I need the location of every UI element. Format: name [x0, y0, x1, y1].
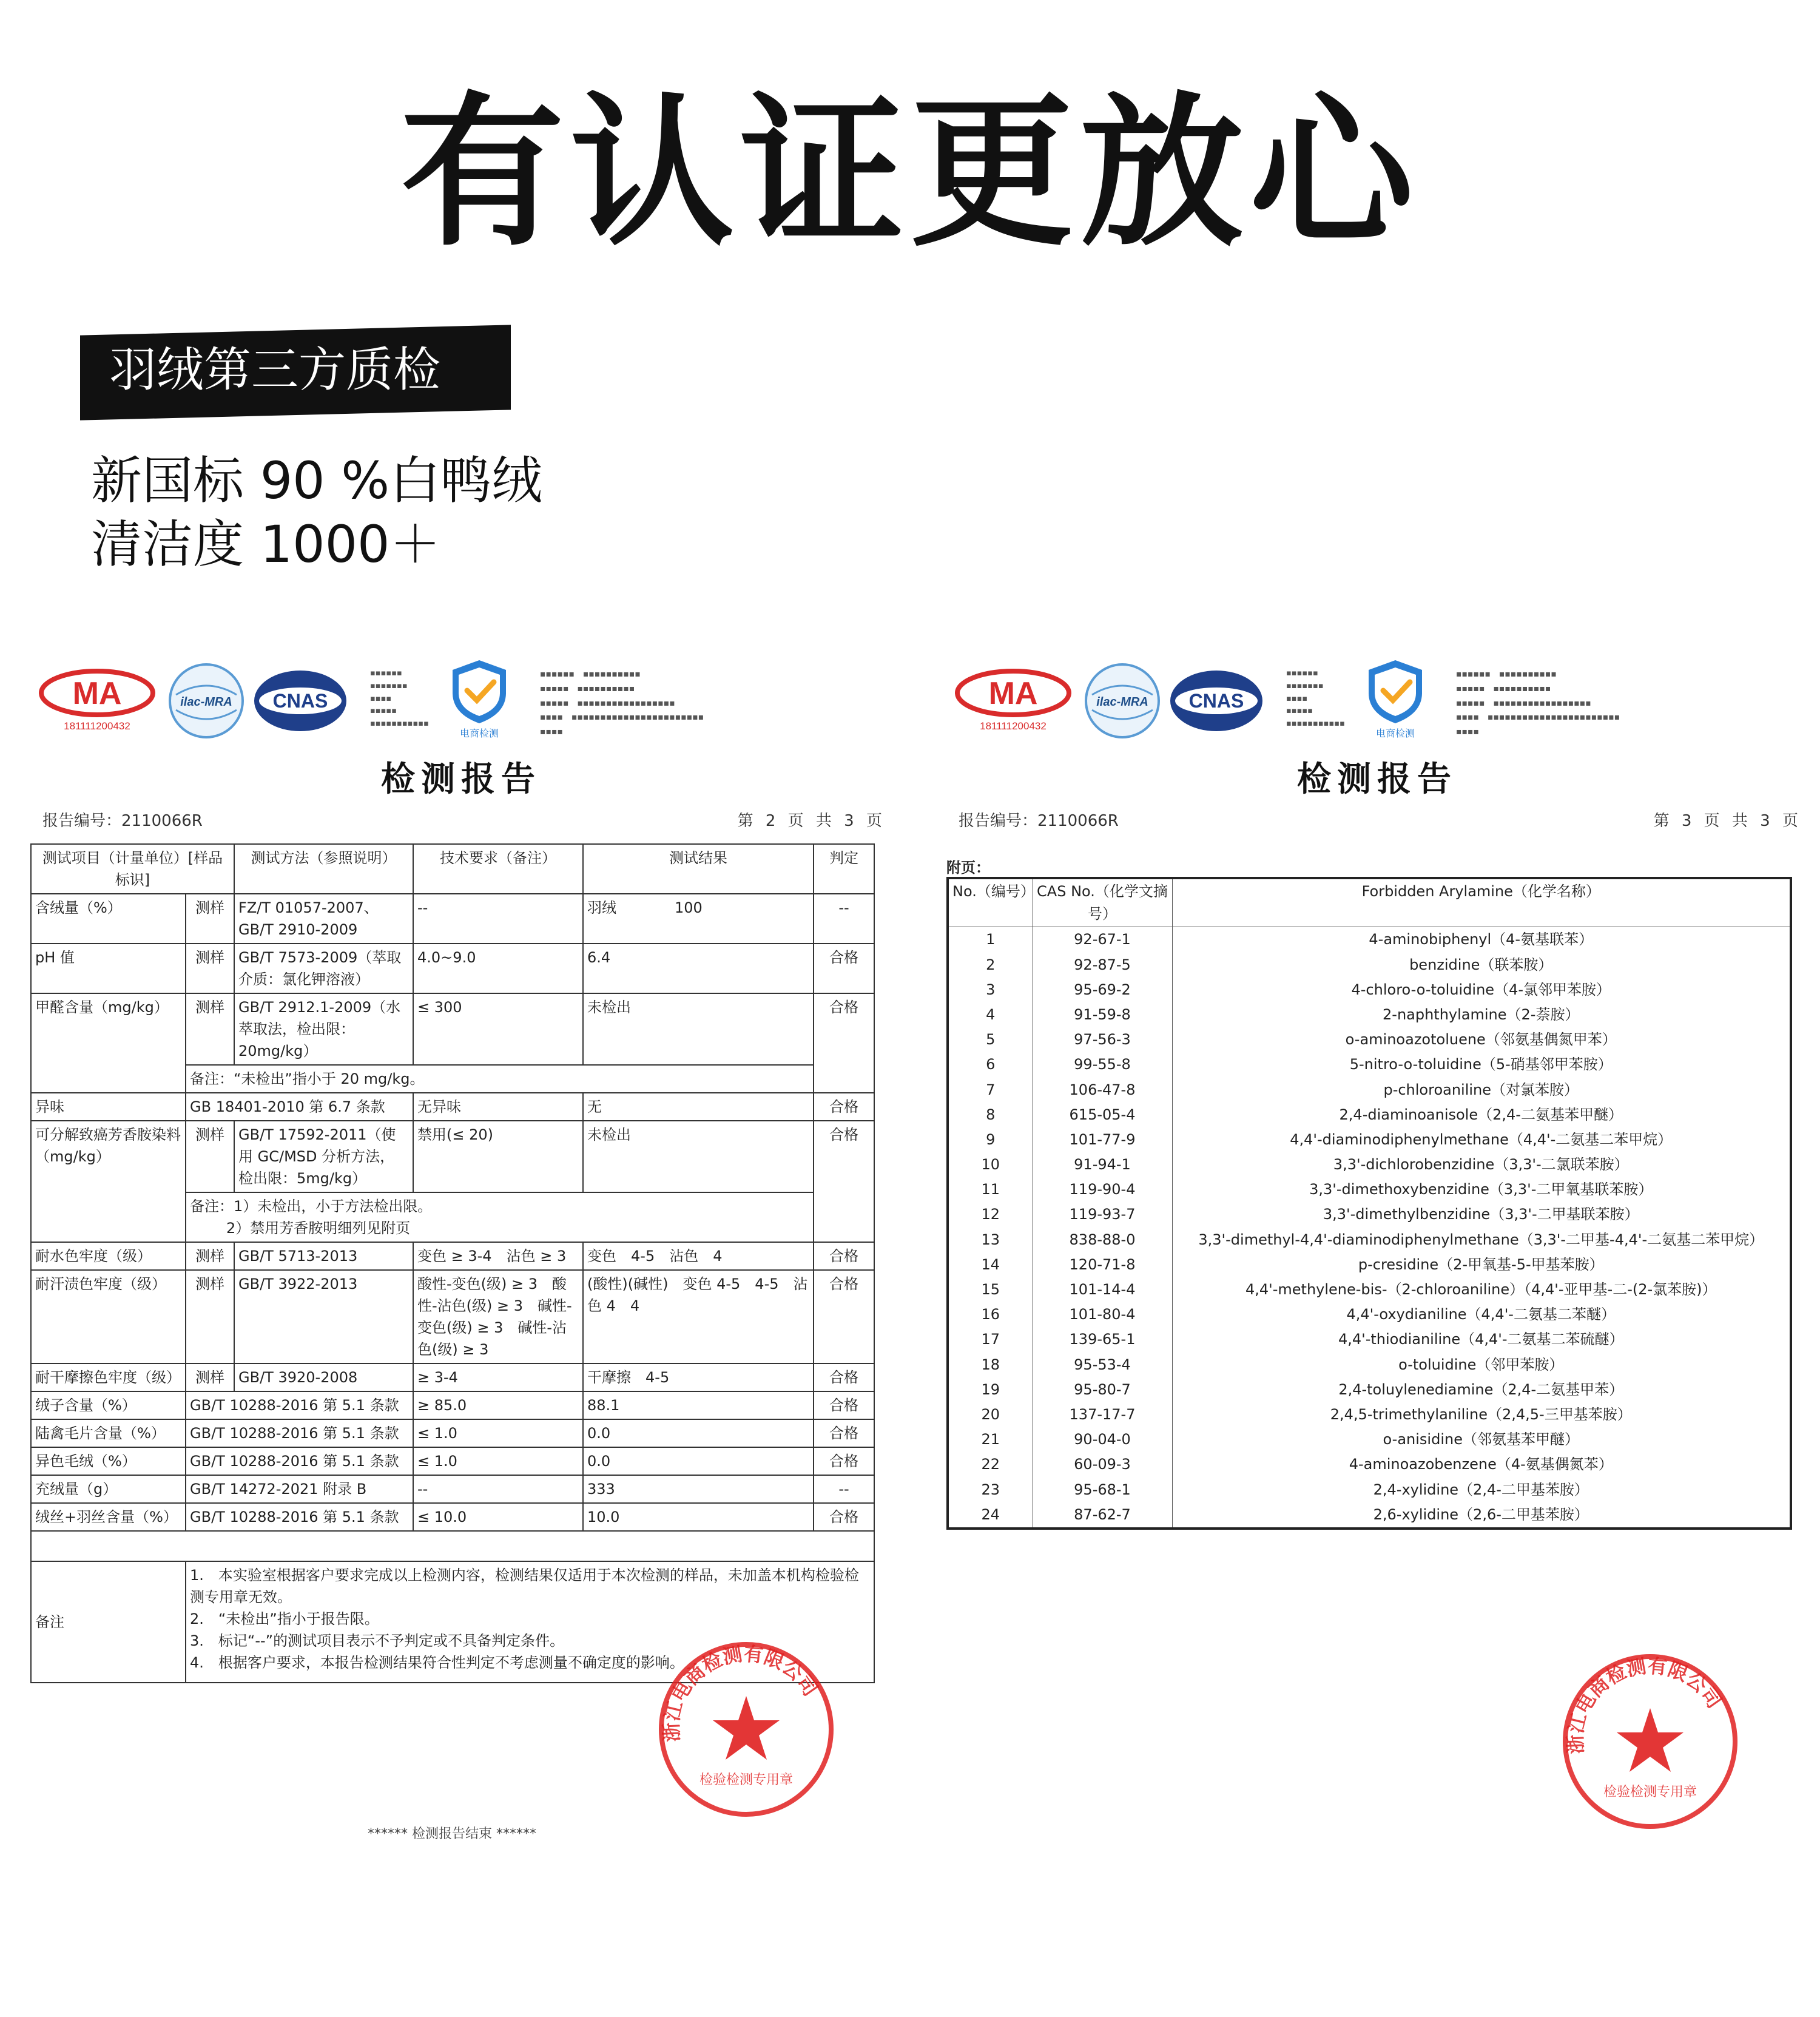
- row-item: 可分解致癌芳香胺染料（mg/kg）: [31, 1121, 186, 1242]
- table-row: [948, 1228, 1791, 1252]
- remark-item: 3. 标记“--”的测试项目表示不予判定或不具备判定条件。: [190, 1632, 565, 1649]
- row-item: 陆禽毛片含量（%）: [31, 1419, 186, 1447]
- row-cas: 91-59-8: [1033, 1002, 1172, 1027]
- cnas-text: CNAS: [272, 690, 328, 712]
- row-no: 20: [948, 1402, 1033, 1427]
- row-chemical-name: 2-naphthylamine（2-萘胺）: [1172, 1002, 1791, 1027]
- row-result: 变色 4-5 沾色 4: [583, 1242, 814, 1270]
- table-row: [948, 1327, 1791, 1352]
- forbidden-arylamine-table: [946, 877, 1792, 1530]
- header-judgement: 判定: [814, 844, 874, 894]
- row-chemical-name: 4,4'-oxydianiline（4,4'-二氨基二苯醚）: [1172, 1302, 1791, 1327]
- row-item: 充绒量（g）: [31, 1475, 186, 1503]
- row-cas: 95-69-2: [1033, 978, 1172, 1002]
- row-cas: 120-71-8: [1033, 1252, 1172, 1277]
- row-method: GB/T 10288-2016 第 5.1 条款: [186, 1419, 413, 1447]
- row-requirement: 禁用(≤ 20): [413, 1121, 583, 1192]
- row-no: 21: [948, 1427, 1033, 1452]
- row-chemical-name: 5-nitro-o-toluidine（5-硝基邻甲苯胺）: [1172, 1052, 1791, 1077]
- row-method: GB/T 3922-2013: [234, 1270, 413, 1363]
- stamp-inner-text: 检验检测专用章: [699, 1772, 794, 1788]
- row-sample: 测样: [186, 1270, 234, 1363]
- row-result: 88.1: [583, 1391, 814, 1419]
- cnas-text: CNAS: [1188, 690, 1244, 712]
- row-cas: 119-93-7: [1033, 1202, 1172, 1227]
- table-row: [948, 1027, 1791, 1052]
- lab-contact-fine-print: ▪▪▪▪▪▪ ▪▪▪▪▪▪▪▪▪▪ ▪▪▪▪▪ ▪▪▪▪▪▪▪▪▪▪ ▪▪▪▪▪ ▪▪▪▪▪▪▪▪▪▪▪▪▪▪▪▪▪ ▪▪▪▪ ▪▪▪▪▪▪▪▪▪▪▪▪▪▪▪▪▪▪▪▪▪▪▪ ▪▪▪▪: [1456, 669, 1620, 737]
- row-requirement: 变色 ≥ 3-4 沾色 ≥ 3: [413, 1242, 583, 1270]
- arylamine-note: [186, 1192, 814, 1242]
- row-result: 10.0: [583, 1503, 814, 1531]
- table-row: [948, 1177, 1791, 1202]
- row-method: GB/T 7573-2009（萃取介质：氯化钾溶液）: [234, 944, 413, 993]
- table-row: [948, 1377, 1791, 1402]
- test-results-table: [30, 843, 875, 1683]
- row-method: GB/T 3920-2008: [234, 1363, 413, 1391]
- row-cas: 97-56-3: [1033, 1027, 1172, 1052]
- row-method: FZ/T 01057-2007、GB/T 2910-2009: [234, 894, 413, 944]
- certification-logos: [946, 655, 1808, 746]
- row-no: 19: [948, 1377, 1033, 1402]
- accreditation-fine-print: ▪▪▪▪▪▪ ▪▪▪▪▪▪▪ ▪▪▪▪ ▪▪▪▪▪ ▪▪▪▪▪▪▪▪▪▪▪: [370, 669, 429, 729]
- table-row: [948, 1078, 1791, 1103]
- table-row: [31, 1475, 874, 1503]
- row-chemical-name: 4,4'-diaminodiphenylmethane（4,4'-二氨基二苯甲烷）: [1172, 1127, 1791, 1152]
- table-row: [31, 1503, 874, 1531]
- cnas-logo-icon: [1168, 667, 1265, 734]
- table-spacer-row: [31, 1531, 874, 1561]
- row-no: 17: [948, 1327, 1033, 1352]
- row-method: GB/T 10288-2016 第 5.1 条款: [186, 1503, 413, 1531]
- row-cas: 87-62-7: [1033, 1502, 1172, 1529]
- row-result: 干摩擦 4-5: [583, 1363, 814, 1391]
- header-cas: CAS No.（化学文摘号）: [1033, 878, 1172, 927]
- table-row: [948, 1353, 1791, 1377]
- ilac-text: ilac-MRA: [1096, 695, 1148, 709]
- row-method: GB/T 5713-2013: [234, 1242, 413, 1270]
- table-row: [31, 1391, 874, 1419]
- accreditation-fine-print: ▪▪▪▪▪▪ ▪▪▪▪▪▪▪ ▪▪▪▪ ▪▪▪▪▪ ▪▪▪▪▪▪▪▪▪▪▪: [1286, 669, 1345, 729]
- row-judgement: 合格: [814, 1093, 874, 1121]
- row-method: GB/T 10288-2016 第 5.1 条款: [186, 1447, 413, 1475]
- row-method: GB 18401-2010 第 6.7 条款: [186, 1093, 413, 1121]
- table-row: [948, 1052, 1791, 1077]
- row-chemical-name: 2,6-xylidine（2,6-二甲基苯胺）: [1172, 1502, 1791, 1529]
- row-sample: 测样: [186, 894, 234, 944]
- arylamine-note-2: 2）禁用芳香胺明细列见附页: [226, 1220, 411, 1237]
- row-chemical-name: o-anisidine（邻氨基苯甲醚）: [1172, 1427, 1791, 1452]
- table-row: [31, 1270, 874, 1363]
- row-judgement: 合格: [814, 1270, 874, 1363]
- row-chemical-name: p-chloroaniline（对氯苯胺）: [1172, 1078, 1791, 1103]
- table-row: [948, 1152, 1791, 1177]
- table-row: [948, 1202, 1791, 1227]
- row-result: 0.0: [583, 1447, 814, 1475]
- header-name: Forbidden Arylamine（化学名称）: [1172, 878, 1791, 927]
- banner-label: 羽绒第三方质检: [109, 343, 441, 397]
- row-chemical-name: 4,4'-thiodianiline（4,4'-二氨基二苯硫醚）: [1172, 1327, 1791, 1352]
- table-row: [31, 944, 874, 993]
- row-result: (酸性)(碱性) 变色 4-5 4-5 沾色 4 4: [583, 1270, 814, 1363]
- row-requirement: ≤ 1.0: [413, 1447, 583, 1475]
- row-cas: 137-17-7: [1033, 1402, 1172, 1427]
- attachment-label: 附页：: [946, 859, 990, 876]
- arylamine-list: [948, 927, 1791, 1529]
- row-chemical-name: o-toluidine（邻甲苯胺）: [1172, 1353, 1791, 1377]
- table-row: [31, 1121, 874, 1192]
- table-header-row: [31, 844, 874, 894]
- row-cas: 95-68-1: [1033, 1478, 1172, 1502]
- report-number: 报告编号：2110066R: [42, 812, 203, 830]
- row-requirement: ≥ 3-4: [413, 1363, 583, 1391]
- row-item: 耐干摩擦色牢度（级）: [31, 1363, 186, 1391]
- row-cas: 139-65-1: [1033, 1327, 1172, 1352]
- headline: 有认证更放心: [400, 77, 1420, 268]
- row-judgement: 合格: [814, 1121, 874, 1242]
- row-judgement: --: [814, 894, 874, 944]
- shield-check-icon: [1359, 655, 1432, 740]
- row-chemical-name: 3,3'-dichlorobenzidine（3,3'-二氯联苯胺）: [1172, 1152, 1791, 1177]
- report-end-note: ****** 检测报告结束 ******: [368, 1826, 536, 1842]
- row-judgement: 合格: [814, 1391, 874, 1419]
- row-item: 异色毛绒（%）: [31, 1447, 186, 1475]
- cma-logo-icon: [952, 667, 1074, 734]
- report-title: 检测报告: [1297, 759, 1457, 799]
- row-item: 耐水色牢度（级）: [31, 1242, 186, 1270]
- table-row: [31, 1093, 874, 1121]
- header-no: No.（编号）: [948, 878, 1033, 927]
- row-requirement: ≤ 1.0: [413, 1419, 583, 1447]
- table-row: [948, 1502, 1791, 1529]
- row-item: 绒丝+羽丝含量（%）: [31, 1503, 186, 1531]
- row-item: 含绒量（%）: [31, 894, 186, 944]
- row-judgement: 合格: [814, 993, 874, 1093]
- row-no: 9: [948, 1127, 1033, 1152]
- shield-caption: 电商检测: [459, 728, 499, 739]
- row-result: 未检出: [583, 993, 814, 1065]
- red-seal-stamp-icon: [655, 1638, 837, 1820]
- formaldehyde-note: 备注：“未检出”指小于 20 mg/kg。: [186, 1065, 814, 1093]
- row-item: 绒子含量（%）: [31, 1391, 186, 1419]
- table-row: [948, 1002, 1791, 1027]
- row-cas: 92-87-5: [1033, 953, 1172, 978]
- cma-number: 181111200432: [64, 720, 130, 732]
- row-result: 0.0: [583, 1419, 814, 1447]
- table-row: [948, 1103, 1791, 1127]
- row-cas: 615-05-4: [1033, 1103, 1172, 1127]
- header-method: 测试方法（参照说明）: [234, 844, 413, 894]
- table-row: [948, 1302, 1791, 1327]
- row-requirement: --: [413, 1475, 583, 1503]
- row-chemical-name: 2,4-xylidine（2,4-二甲基苯胺）: [1172, 1478, 1791, 1502]
- row-method: GB/T 10288-2016 第 5.1 条款: [186, 1391, 413, 1419]
- stamp-inner-text: 检验检测专用章: [1603, 1785, 1697, 1800]
- ilac-mra-logo-icon: [167, 661, 246, 740]
- header-requirement: 技术要求（备注）: [413, 844, 583, 894]
- table-row: [948, 1427, 1791, 1452]
- row-method: GB/T 17592-2011（使用 GC/MSD 分析方法，检出限：5mg/kg）: [234, 1121, 413, 1192]
- remark-item: 4. 根据客户要求，本报告检测结果符合性判定不考虑测量不确定度的影响。: [190, 1654, 684, 1671]
- row-cas: 99-55-8: [1033, 1052, 1172, 1077]
- row-requirement: ≤ 10.0: [413, 1503, 583, 1531]
- remark-item: 1. 本实验室根据客户要求完成以上检测内容，检测结果仅适用于本次检测的样品，未加盖本机构检验检测专用章无效。: [190, 1567, 859, 1606]
- shield-check-icon: [443, 655, 516, 740]
- row-cas: 92-67-1: [1033, 927, 1172, 953]
- row-no: 3: [948, 978, 1033, 1002]
- row-judgement: 合格: [814, 1363, 874, 1391]
- row-item: 异味: [31, 1093, 186, 1121]
- header-result: 测试结果: [583, 844, 814, 894]
- row-requirement: 4.0~9.0: [413, 944, 583, 993]
- row-chemical-name: 3,3'-dimethoxybenzidine（3,3'-二甲氧基联苯胺）: [1172, 1177, 1791, 1202]
- report-number: 报告编号：2110066R: [959, 812, 1119, 830]
- table-row: [948, 1478, 1791, 1502]
- row-cas: 95-80-7: [1033, 1377, 1172, 1402]
- row-no: 24: [948, 1502, 1033, 1529]
- standard-line: 新国标 90 %白鸭绒: [91, 451, 543, 510]
- row-cas: 119-90-4: [1033, 1177, 1172, 1202]
- table-row: [948, 953, 1791, 978]
- lab-contact-fine-print: ▪▪▪▪▪▪ ▪▪▪▪▪▪▪▪▪▪ ▪▪▪▪▪ ▪▪▪▪▪▪▪▪▪▪ ▪▪▪▪▪ ▪▪▪▪▪▪▪▪▪▪▪▪▪▪▪▪▪ ▪▪▪▪ ▪▪▪▪▪▪▪▪▪▪▪▪▪▪▪▪▪▪▪▪▪▪▪ ▪▪▪▪: [540, 669, 704, 737]
- table-row: [948, 927, 1791, 953]
- table-row: [31, 1363, 874, 1391]
- table-row: [948, 1277, 1791, 1302]
- row-sample: 测样: [186, 993, 234, 1065]
- row-method: GB/T 14272-2021 附录 B: [186, 1475, 413, 1503]
- row-no: 18: [948, 1353, 1033, 1377]
- table-header-row: [948, 878, 1791, 927]
- ilac-mra-logo-icon: [1083, 661, 1162, 740]
- row-judgement: 合格: [814, 1447, 874, 1475]
- spacer-cell: [31, 1531, 874, 1561]
- shield-caption: 电商检测: [1375, 728, 1415, 739]
- row-sample: 测样: [186, 1242, 234, 1270]
- row-cas: 838-88-0: [1033, 1228, 1172, 1252]
- row-judgement: 合格: [814, 1503, 874, 1531]
- cma-text: MA: [988, 676, 1038, 711]
- page-number: 第 3 页 共 3 页: [1653, 812, 1802, 830]
- row-no: 4: [948, 1002, 1033, 1027]
- table-row: [31, 894, 874, 944]
- row-no: 12: [948, 1202, 1033, 1227]
- row-judgement: 合格: [814, 944, 874, 993]
- row-sample: 测样: [186, 1363, 234, 1391]
- row-requirement: 无异味: [413, 1093, 583, 1121]
- row-no: 14: [948, 1252, 1033, 1277]
- row-item: 耐汗渍色牢度（级）: [31, 1270, 186, 1363]
- remark-item: 2. “未检出”指小于报告限。: [190, 1610, 379, 1627]
- report-title: 检测报告: [381, 759, 541, 799]
- row-no: 8: [948, 1103, 1033, 1127]
- cma-text: MA: [72, 676, 122, 711]
- remarks-label: 备注: [31, 1561, 186, 1683]
- row-chemical-name: 3,3'-dimethyl-4,4'-diaminodiphenylmethane（3,3'-二甲基-4,4'-二氨基二苯甲烷）: [1172, 1228, 1791, 1252]
- table-row: [31, 1447, 874, 1475]
- certification-logos: [30, 655, 892, 746]
- row-chemical-name: 2,4-diaminoanisole（2,4-二氨基苯甲醚）: [1172, 1103, 1791, 1127]
- row-result: 6.4: [583, 944, 814, 993]
- row-result: 333: [583, 1475, 814, 1503]
- arylamine-note-1: 备注：1）未检出，小于方法检出限。: [190, 1198, 433, 1215]
- header-item: 测试项目（计量单位）[样品标识]: [31, 844, 234, 894]
- stamp-ring-text: 浙江电商检测有限公司: [1563, 1654, 1727, 1755]
- red-seal-stamp-icon: [1559, 1650, 1741, 1833]
- row-no: 10: [948, 1152, 1033, 1177]
- cma-number: 181111200432: [980, 720, 1046, 732]
- row-cas: 101-80-4: [1033, 1302, 1172, 1327]
- test-report-page-3: [946, 643, 1808, 1845]
- row-cas: 106-47-8: [1033, 1078, 1172, 1103]
- table-row: [948, 1452, 1791, 1477]
- row-no: 22: [948, 1452, 1033, 1477]
- cma-logo-icon: [36, 667, 158, 734]
- row-no: 6: [948, 1052, 1033, 1077]
- row-chemical-name: 4,4'-methylene-bis-（2-chloroaniline）（4,4'-亚甲基-二-(2-氯苯胺)）: [1172, 1277, 1791, 1302]
- row-chemical-name: 4-chloro-o-toluidine（4-氯邻甲苯胺）: [1172, 978, 1791, 1002]
- page-number: 第 2 页 共 3 页: [737, 812, 886, 830]
- table-row: [31, 993, 874, 1065]
- row-chemical-name: 3,3'-dimethylbenzidine（3,3'-二甲基联苯胺）: [1172, 1202, 1791, 1227]
- row-sample: 测样: [186, 1121, 234, 1192]
- table-row: [948, 978, 1791, 1002]
- row-no: 15: [948, 1277, 1033, 1302]
- row-result: 羽绒 100: [583, 894, 814, 944]
- cleanliness-line: 清洁度 1000＋: [91, 515, 441, 574]
- row-judgement: 合格: [814, 1242, 874, 1270]
- row-judgement: --: [814, 1475, 874, 1503]
- row-chemical-name: 4-aminoazobenzene（4-氨基偶氮苯）: [1172, 1452, 1791, 1477]
- row-result: 无: [583, 1093, 814, 1121]
- ilac-text: ilac-MRA: [180, 695, 232, 709]
- row-no: 2: [948, 953, 1033, 978]
- row-chemical-name: 4-aminobiphenyl（4-氨基联苯）: [1172, 927, 1791, 953]
- row-cas: 60-09-3: [1033, 1452, 1172, 1477]
- row-chemical-name: p-cresidine（2-甲氧基-5-甲基苯胺）: [1172, 1252, 1791, 1277]
- row-item: 甲醛含量（mg/kg）: [31, 993, 186, 1093]
- test-report-page-2: [30, 643, 892, 1845]
- row-method: GB/T 2912.1-2009（水萃取法，检出限：20mg/kg）: [234, 993, 413, 1065]
- row-no: 1: [948, 927, 1033, 953]
- row-no: 13: [948, 1228, 1033, 1252]
- table-row: [31, 1419, 874, 1447]
- row-no: 7: [948, 1078, 1033, 1103]
- row-requirement: 酸性-变色(级) ≥ 3 酸性-沾色(级) ≥ 3 碱性-变色(级) ≥ 3 碱性-沾色(级) ≥ 3: [413, 1270, 583, 1363]
- row-cas: 91-94-1: [1033, 1152, 1172, 1177]
- stamp-ring-text: 浙江电商检测有限公司: [659, 1642, 823, 1743]
- row-no: 16: [948, 1302, 1033, 1327]
- table-row: [31, 1242, 874, 1270]
- row-cas: 101-14-4: [1033, 1277, 1172, 1302]
- row-chemical-name: 2,4-toluylenediamine（2,4-二氨基甲苯）: [1172, 1377, 1791, 1402]
- row-result: 未检出: [583, 1121, 814, 1192]
- row-chemical-name: 2,4,5-trimethylaniline（2,4,5-三甲基苯胺）: [1172, 1402, 1791, 1427]
- cnas-logo-icon: [252, 667, 349, 734]
- row-no: 11: [948, 1177, 1033, 1202]
- table-row: [948, 1127, 1791, 1152]
- row-requirement: --: [413, 894, 583, 944]
- row-cas: 101-77-9: [1033, 1127, 1172, 1152]
- row-requirement: ≥ 85.0: [413, 1391, 583, 1419]
- row-cas: 95-53-4: [1033, 1353, 1172, 1377]
- row-no: 23: [948, 1478, 1033, 1502]
- row-no: 5: [948, 1027, 1033, 1052]
- table-row: [948, 1402, 1791, 1427]
- row-item: pH 值: [31, 944, 186, 993]
- row-sample: 测样: [186, 944, 234, 993]
- row-chemical-name: o-aminoazotoluene（邻氨基偶氮甲苯）: [1172, 1027, 1791, 1052]
- row-cas: 90-04-0: [1033, 1427, 1172, 1452]
- row-judgement: 合格: [814, 1419, 874, 1447]
- table-row: [948, 1252, 1791, 1277]
- row-requirement: ≤ 300: [413, 993, 583, 1065]
- row-chemical-name: benzidine（联苯胺）: [1172, 953, 1791, 978]
